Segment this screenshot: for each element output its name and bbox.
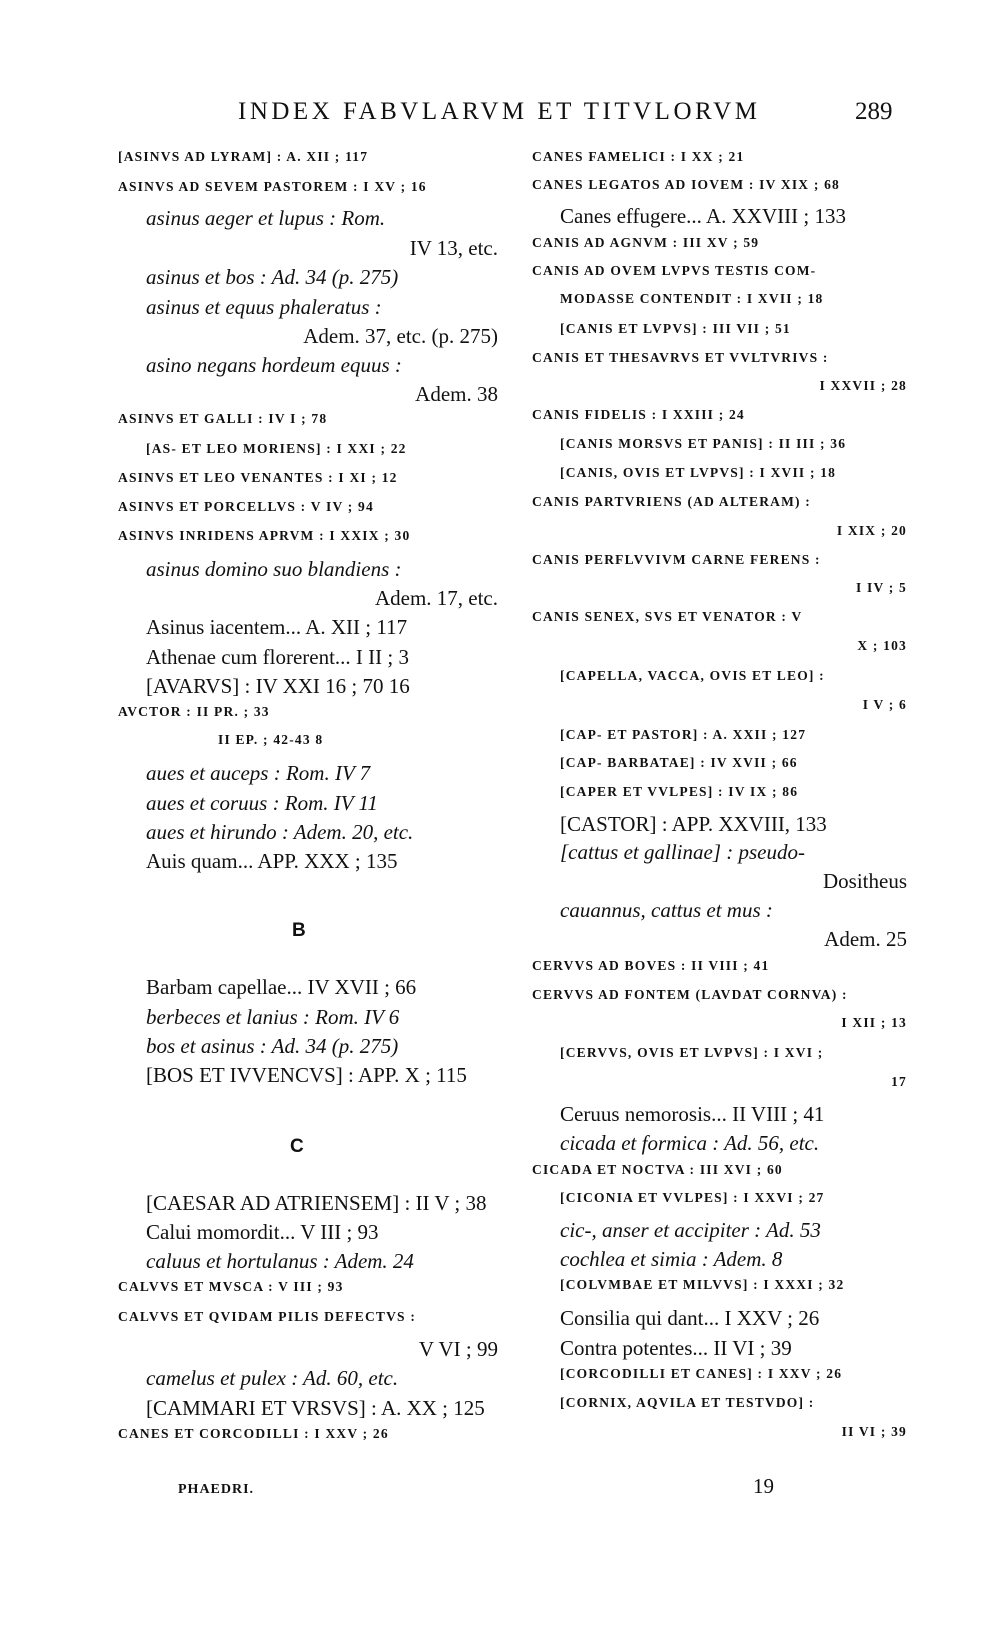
index-entry: [BOS ET IVVENCVS] : APP. X ; 115 bbox=[146, 1063, 467, 1087]
index-entry: [CAP- BARBATAE] : IV XVII ; 66 bbox=[560, 755, 798, 770]
index-entry: CANES LEGATOS AD IOVEM : IV XIX ; 68 bbox=[532, 177, 840, 192]
index-entry: Adem. 25 bbox=[824, 927, 907, 951]
index-entry: [cattus et gallinae] : pseudo- bbox=[560, 840, 805, 864]
index-entry: CICADA ET NOCTVA : III XVI ; 60 bbox=[532, 1162, 783, 1177]
index-entry: CANES ET CORCODILLI : I XXV ; 26 bbox=[118, 1426, 389, 1441]
index-entry: asinus et equus phaleratus : bbox=[146, 295, 382, 319]
index-entry: I IV ; 5 bbox=[856, 580, 907, 595]
index-entry: Dositheus bbox=[823, 869, 907, 893]
index-entry: I XII ; 13 bbox=[841, 1015, 907, 1030]
index-entry: CANIS PARTVRIENS (AD ALTERAM) : bbox=[532, 494, 812, 509]
index-entry: cic-, anser et accipiter : Ad. 53 bbox=[560, 1218, 821, 1242]
printer-signature: PHAEDRI. bbox=[178, 1482, 255, 1497]
index-entry: [CANIS ET LVPVS] : III VII ; 51 bbox=[560, 321, 791, 336]
index-entry: [CORNIX, AQVILA ET TESTVDO] : bbox=[560, 1395, 815, 1410]
page-number: 289 bbox=[855, 98, 893, 125]
index-entry: Adem. 38 bbox=[415, 382, 498, 406]
index-entry: Athenae cum florerent... I II ; 3 bbox=[146, 645, 409, 669]
index-entry: Auis quam... APP. XXX ; 135 bbox=[146, 849, 398, 873]
index-entry: I XIX ; 20 bbox=[836, 523, 907, 538]
index-entry: asinus et bos : Ad. 34 (p. 275) bbox=[146, 265, 399, 289]
section-letter-c: C bbox=[290, 1136, 304, 1157]
index-entry: CANIS FIDELIS : I XXIII ; 24 bbox=[532, 407, 745, 422]
index-entry: CANIS ET THESAVRVS ET VVLTVRIVS : bbox=[532, 350, 829, 365]
index-entry: [CASTOR] : APP. XXVIII, 133 bbox=[560, 812, 827, 836]
index-entry: Canes effugere... A. XXVIII ; 133 bbox=[560, 204, 846, 228]
index-entry: [CANIS MORSVS ET PANIS] : II III ; 36 bbox=[560, 436, 847, 451]
index-entry: Calui momordit... V III ; 93 bbox=[146, 1220, 379, 1244]
index-entry: [COLVMBAE ET MILVVS] : I XXXI ; 32 bbox=[560, 1277, 845, 1292]
index-entry: ASINVS ET GALLI : IV I ; 78 bbox=[118, 411, 328, 426]
index-entry: Barbam capellae... IV XVII ; 66 bbox=[146, 975, 417, 999]
index-entry: [CERVVS, OVIS ET LVPVS] : I XVI ; bbox=[560, 1045, 824, 1060]
index-entry: CANIS AD OVEM LVPVS TESTIS COM- bbox=[532, 263, 817, 278]
index-entry: [AS- ET LEO MORIENS] : I XXI ; 22 bbox=[146, 441, 407, 456]
index-entry: Asinus iacentem... A. XII ; 117 bbox=[146, 615, 408, 639]
index-entry: ASINVS AD SEVEM PASTOREM : I XV ; 16 bbox=[118, 179, 427, 194]
running-header bbox=[0, 98, 1000, 138]
index-entry: [CAPER ET VVLPES] : IV IX ; 86 bbox=[560, 784, 799, 799]
index-entry: X ; 103 bbox=[857, 638, 907, 653]
index-entry: [CAPELLA, VACCA, OVIS ET LEO] : bbox=[560, 668, 825, 683]
section-letter-b: B bbox=[292, 920, 306, 941]
index-entry: [CICONIA ET VVLPES] : I XXVI ; 27 bbox=[560, 1190, 825, 1205]
index-entry: camelus et pulex : Ad. 60, etc. bbox=[146, 1366, 399, 1390]
index-entry: [ASINVS AD LYRAM] : A. XII ; 117 bbox=[118, 149, 369, 164]
index-entry: CERVVS AD BOVES : II VIII ; 41 bbox=[532, 958, 770, 973]
index-entry: II EP. ; 42-43 8 bbox=[218, 732, 324, 747]
index-entry: cauannus, cattus et mus : bbox=[560, 898, 773, 922]
sheet-number: 19 bbox=[753, 1474, 774, 1498]
index-entry: Contra potentes... II VI ; 39 bbox=[560, 1336, 792, 1360]
index-entry: CANIS PERFLVVIVM CARNE FERENS : bbox=[532, 552, 821, 567]
index-entry: [CANIS, OVIS ET LVPVS] : I XVII ; 18 bbox=[560, 465, 837, 480]
index-entry: CANES FAMELICI : I XX ; 21 bbox=[532, 149, 745, 164]
index-entry: [AVARVS] : IV XXI 16 ; 70 16 bbox=[146, 674, 410, 698]
index-entry: CALVVS ET MVSCA : V III ; 93 bbox=[118, 1279, 344, 1294]
index-entry: cochlea et simia : Adem. 8 bbox=[560, 1247, 783, 1271]
index-entry: I V ; 6 bbox=[862, 697, 907, 712]
index-entry: ASINVS ET PORCELLVS : V IV ; 94 bbox=[118, 499, 374, 514]
index-entry: V VI ; 99 bbox=[418, 1337, 498, 1361]
index-entry: cicada et formica : Ad. 56, etc. bbox=[560, 1131, 820, 1155]
index-entry: asino negans hordeum equus : bbox=[146, 353, 402, 377]
index-entry: Adem. 17, etc. bbox=[374, 586, 498, 610]
index-entry: [CORCODILLI ET CANES] : I XXV ; 26 bbox=[560, 1366, 843, 1381]
index-entry: [CAMMARI ET VRSVS] : A. XX ; 125 bbox=[146, 1396, 485, 1420]
index-entry: 17 bbox=[891, 1074, 907, 1089]
index-entry: caluus et hortulanus : Adem. 24 bbox=[146, 1249, 414, 1273]
index-entry: asinus domino suo blandiens : bbox=[146, 557, 402, 581]
index-entry: CALVVS ET QVIDAM PILIS DEFECTVS : bbox=[118, 1309, 417, 1324]
index-entry: [CAP- ET PASTOR] : A. XXII ; 127 bbox=[560, 727, 807, 742]
index-entry: ASINVS ET LEO VENANTES : I XI ; 12 bbox=[118, 470, 398, 485]
index-entry: aues et coruus : Rom. IV 11 bbox=[146, 791, 378, 815]
index-entry: II VI ; 39 bbox=[841, 1424, 907, 1439]
index-entry: AVCTOR : II PR. ; 33 bbox=[118, 704, 270, 719]
index-entry: I XXVII ; 28 bbox=[819, 378, 907, 393]
index-entry: CERVVS AD FONTEM (LAVDAT CORNVA) : bbox=[532, 987, 848, 1002]
index-entry: Ceruus nemorosis... II VIII ; 41 bbox=[560, 1102, 825, 1126]
index-entry: asinus aeger et lupus : Rom. bbox=[146, 206, 386, 230]
index-entry: aues et hirundo : Adem. 20, etc. bbox=[146, 820, 414, 844]
index-entry: Consilia qui dant... I XXV ; 26 bbox=[560, 1306, 820, 1330]
index-entry: Adem. 37, etc. (p. 275) bbox=[303, 324, 498, 348]
index-entry: CANIS SENEX, SVS ET VENATOR : V bbox=[532, 609, 803, 624]
index-entry: aues et auceps : Rom. IV 7 bbox=[146, 761, 371, 785]
page-title: INDEX FABVLARVM ET TITVLORVM bbox=[238, 98, 761, 125]
index-entry: IV 13, etc. bbox=[409, 236, 498, 260]
index-entry: [CAESAR AD ATRIENSEM] : II V ; 38 bbox=[146, 1191, 487, 1215]
index-entry: CANIS AD AGNVM : III XV ; 59 bbox=[532, 235, 760, 250]
index-entry: bos et asinus : Ad. 34 (p. 275) bbox=[146, 1034, 399, 1058]
index-entry: ASINVS INRIDENS APRVM : I XXIX ; 30 bbox=[118, 528, 411, 543]
index-entry: berbeces et lanius : Rom. IV 6 bbox=[146, 1005, 400, 1029]
index-entry: MODASSE CONTENDIT : I XVII ; 18 bbox=[560, 291, 824, 306]
